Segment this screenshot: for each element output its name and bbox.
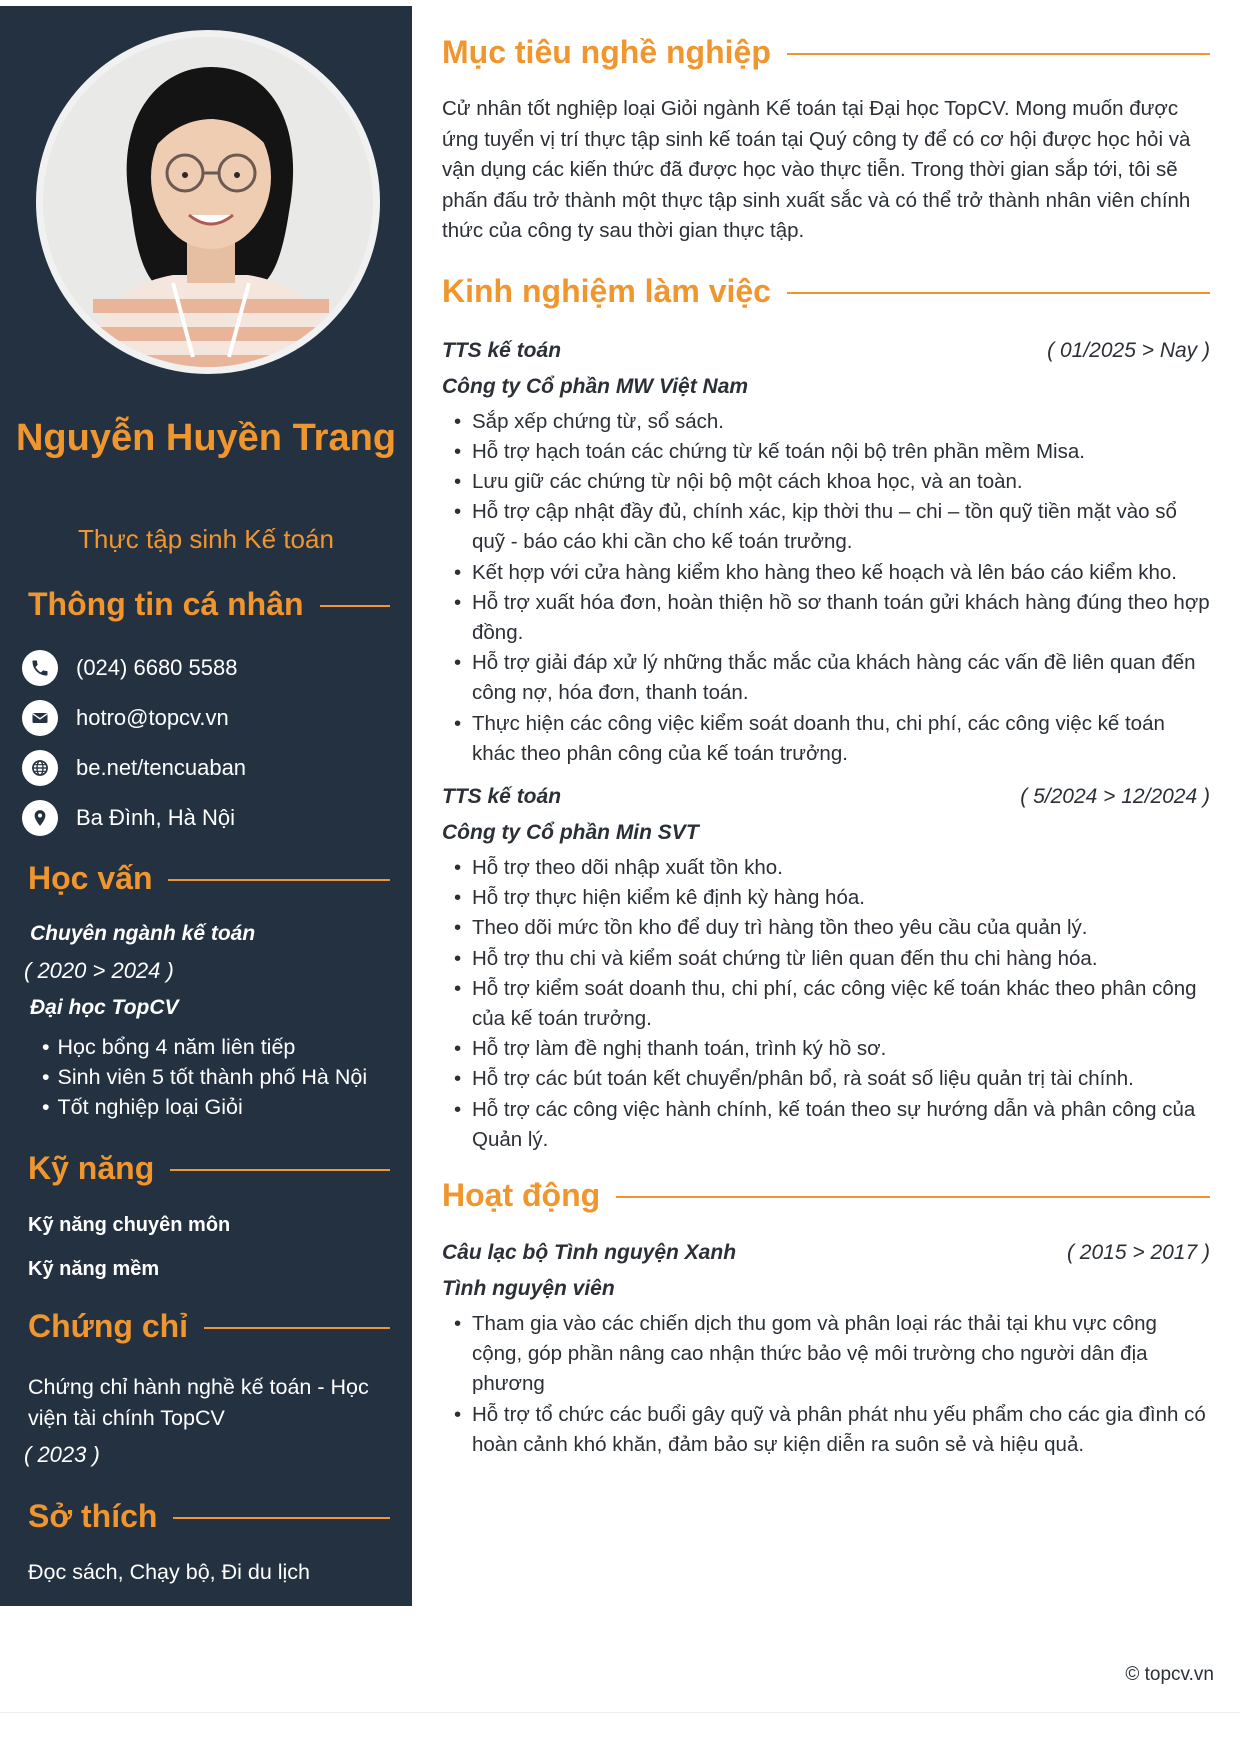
skill-item: Kỹ năng mềm bbox=[28, 1258, 160, 1280]
activity-date: ( 2015 > 2017 ) bbox=[1066, 1240, 1210, 1264]
activity-org: Câu lạc bộ Tình nguyện Xanh bbox=[442, 1240, 737, 1264]
certificates-heading bbox=[28, 1306, 390, 1346]
heading-rule bbox=[173, 1517, 390, 1519]
globe-icon bbox=[22, 750, 58, 786]
address-text: Ba Đình, Hà Nội bbox=[76, 805, 235, 830]
contact-website bbox=[22, 750, 246, 786]
contact-heading-text: Thông tin cá nhân bbox=[28, 586, 304, 622]
heading-rule bbox=[204, 1327, 390, 1329]
hobbies-text: Đọc sách, Chạy bộ, Đi du lịch bbox=[28, 1560, 311, 1584]
education-school: Đại học TopCV bbox=[30, 996, 179, 1019]
heading-rule bbox=[170, 1169, 390, 1171]
contact-phone bbox=[22, 650, 237, 686]
job-role: TTS kế toán bbox=[442, 784, 562, 808]
heading-rule bbox=[616, 1196, 1210, 1198]
footer-copyright: © topcv.vn bbox=[1125, 1664, 1214, 1685]
objective-heading-text: Mục tiêu nghề nghiệp bbox=[442, 34, 771, 70]
phone-icon bbox=[22, 650, 58, 686]
person-illustration bbox=[43, 37, 373, 367]
education-achievements bbox=[42, 1032, 367, 1122]
list-item: • Sắp xếp chứng từ, sổ sách. bbox=[442, 407, 1210, 437]
list-item: • Hỗ trợ thu chi và kiểm soát chứng từ liên quan đến thu chi hàng hóa. bbox=[442, 944, 1210, 974]
list-item: • Hỗ trợ xuất hóa đơn, hoàn thiện hồ sơ thanh toán gửi khách hàng đúng theo hợp đồng. bbox=[442, 588, 1210, 648]
entry-header bbox=[442, 333, 1210, 369]
list-item: • Hỗ trợ cập nhật đầy đủ, chính xác, kịp thời thu – chi – tồn quỹ tiền mặt vào sổ quỹ - báo cáo khi cần cho kế toán trưởng. bbox=[442, 497, 1210, 557]
entry-header bbox=[442, 1235, 1210, 1271]
location-pin-icon bbox=[22, 800, 58, 836]
job-company: Công ty Cổ phần Min SVT bbox=[442, 820, 699, 844]
activities-heading bbox=[442, 1173, 1210, 1217]
certificate-name: Chứng chỉ hành nghề kế toán - Học viện tài chính TopCV bbox=[28, 1375, 369, 1430]
skill-item: Kỹ năng chuyên môn bbox=[28, 1214, 231, 1236]
main-column bbox=[442, 30, 1210, 1460]
skills-heading-text: Kỹ năng bbox=[28, 1150, 155, 1186]
job-role: TTS kế toán bbox=[442, 338, 562, 362]
heading-rule bbox=[787, 53, 1210, 55]
job-duties bbox=[442, 407, 1210, 769]
experience-heading bbox=[442, 269, 1210, 313]
activity-role: Tình nguyện viên bbox=[442, 1276, 615, 1300]
skills-heading bbox=[28, 1148, 390, 1188]
list-item: • Hỗ trợ làm đề nghị thanh toán, trình ký hồ sơ. bbox=[442, 1034, 1210, 1064]
list-item: • Tham gia vào các chiến dịch thu gom và phân loại rác thải tại khu vực công cộng, góp phần nâng cao nhận thức bảo vệ môi trường cho người dân địa phương bbox=[442, 1309, 1210, 1400]
list-item: • Hỗ trợ giải đáp xử lý những thắc mắc của khách hàng các vấn đề liên quan đến công nợ, hóa đơn, thanh toán. bbox=[442, 648, 1210, 708]
job-date: ( 5/2024 > 12/2024 ) bbox=[1020, 784, 1210, 808]
list-item: • Hỗ trợ các bút toán kết chuyển/phân bổ, rà soát số liệu quản trị tài chính. bbox=[442, 1064, 1210, 1094]
education-heading bbox=[28, 858, 390, 898]
contact-address bbox=[22, 800, 235, 836]
activities-heading-text: Hoạt động bbox=[442, 1176, 601, 1213]
profile-photo bbox=[36, 30, 380, 374]
entry-header bbox=[442, 779, 1210, 815]
list-item: • Hỗ trợ thực hiện kiểm kê định kỳ hàng hóa. bbox=[442, 883, 1210, 913]
list-item: • Học bổng 4 năm liên tiếp bbox=[42, 1032, 367, 1062]
phone-text: (024) 6680 5588 bbox=[76, 655, 238, 680]
objective-text: Cử nhân tốt nghiệp loại Giỏi ngành Kế toán tại Đại học TopCV. Mong muốn được ứng tuyển vị trí thực tập sinh kế toán tại Quý công ty để có cơ hội được học hỏi và vận dụng các kiến thức đã được học vào thực tiễn. Trong thời gian sắp tới, tôi sẽ phấn đấu trở thành một thực tập sinh xuất sắc và có thể trở thành nhân viên chính thức của công ty sau thời gian thực tập. bbox=[442, 97, 1191, 242]
mail-icon bbox=[22, 700, 58, 736]
list-item: • Lưu giữ các chứng từ nội bộ một cách khoa học, và an toàn. bbox=[442, 467, 1210, 497]
experience-heading-text: Kinh nghiệm làm việc bbox=[442, 272, 771, 309]
objective-heading bbox=[442, 30, 1210, 74]
contact-email bbox=[22, 700, 229, 736]
experience-entry bbox=[442, 779, 1210, 1155]
hobbies-heading-text: Sở thích bbox=[28, 1498, 158, 1534]
contact-heading bbox=[28, 584, 390, 624]
list-item: • Hỗ trợ tổ chức các buổi gây quỹ và phân phát nhu yếu phẩm cho các gia đình có hoàn cảnh khó khăn, đảm bảo sự kiện diễn ra suôn sẻ và hiệu quả. bbox=[442, 1400, 1210, 1460]
experience-entry bbox=[442, 333, 1210, 769]
sidebar bbox=[0, 6, 412, 1606]
education-heading-text: Học vấn bbox=[28, 860, 153, 896]
hobbies-heading bbox=[28, 1496, 390, 1536]
list-item: • Thực hiện các công việc kiểm soát doanh thu, chi phí, các công việc kế toán khác theo phân công của kế toán trưởng. bbox=[442, 709, 1210, 769]
list-item: • Hỗ trợ kiểm soát doanh thu, chi phí, các công việc kế toán khác theo phân công của kế toán trưởng. bbox=[442, 974, 1210, 1034]
job-company: Công ty Cổ phần MW Việt Nam bbox=[442, 374, 749, 398]
certificate-date: ( 2023 ) bbox=[24, 1442, 100, 1467]
list-item: • Kết hợp với cửa hàng kiểm kho hàng theo kế hoạch và lên báo cáo kiểm kho. bbox=[442, 558, 1210, 588]
education-date: ( 2020 > 2024 ) bbox=[24, 958, 174, 983]
job-date: ( 01/2025 > Nay ) bbox=[1047, 338, 1210, 362]
heading-rule bbox=[320, 605, 390, 607]
activity-duties bbox=[442, 1309, 1210, 1460]
activity-entry bbox=[442, 1235, 1210, 1460]
heading-rule bbox=[168, 879, 390, 881]
website-text: be.net/tencuaban bbox=[76, 755, 247, 780]
list-item: • Hỗ trợ hạch toán các chứng từ kế toán nội bộ trên phần mềm Misa. bbox=[442, 437, 1210, 467]
heading-rule bbox=[787, 292, 1210, 294]
profile-name: Nguyễn Huyền Trang bbox=[15, 417, 397, 459]
list-item: • Theo dõi mức tồn kho để duy trì hàng tồn theo yêu cầu của quản lý. bbox=[442, 913, 1210, 943]
footer-divider bbox=[0, 1712, 1240, 1713]
list-item: • Hỗ trợ các công việc hành chính, kế toán theo sự hướng dẫn và phân công của Quản lý. bbox=[442, 1095, 1210, 1155]
list-item: • Sinh viên 5 tốt thành phố Hà Nội bbox=[42, 1062, 367, 1092]
email-text: hotro@topcv.vn bbox=[76, 705, 229, 730]
list-item: • Hỗ trợ theo dõi nhập xuất tồn kho. bbox=[442, 853, 1210, 883]
job-duties bbox=[442, 853, 1210, 1155]
profile-title: Thực tập sinh Kế toán bbox=[78, 524, 334, 554]
list-item: • Tốt nghiệp loại Giỏi bbox=[42, 1092, 367, 1122]
certificates-heading-text: Chứng chỉ bbox=[28, 1308, 189, 1344]
education-major: Chuyên ngành kế toán bbox=[30, 922, 256, 945]
